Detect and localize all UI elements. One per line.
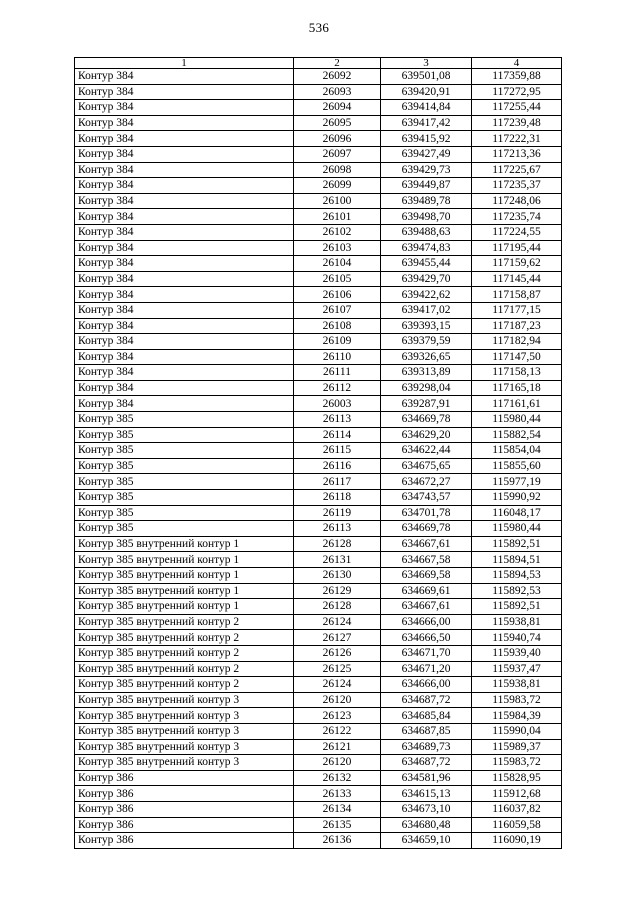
contour-name-cell: Контур 386 [75,770,294,786]
point-number-cell: 26100 [294,193,381,209]
table-row [75,162,562,178]
table-row [75,131,562,147]
point-number-cell: 26108 [294,318,381,334]
table-row [75,443,562,459]
x-coordinate-cell: 634743,57 [381,490,472,506]
table-row [75,723,562,739]
point-number-cell: 26116 [294,458,381,474]
contour-name-cell: Контур 385 внутренний контур 3 [75,692,294,708]
table-row [75,801,562,817]
y-coordinate-cell: 115937,47 [472,661,562,677]
x-coordinate-cell: 634685,84 [381,708,472,724]
y-coordinate-cell: 115980,44 [472,521,562,537]
table-row [75,614,562,630]
table-row [75,380,562,396]
header-col-1: 1 [75,58,294,69]
y-coordinate-cell: 115855,60 [472,458,562,474]
x-coordinate-cell: 634687,85 [381,723,472,739]
table-row [75,739,562,755]
contour-name-cell: Контур 384 [75,178,294,194]
point-number-cell: 26119 [294,505,381,521]
contour-name-cell: Контур 385 внутренний контур 3 [75,708,294,724]
table-row [75,755,562,771]
table-row [75,287,562,303]
contour-name-cell: Контур 385 [75,505,294,521]
y-coordinate-cell: 117225,67 [472,162,562,178]
table-row [75,115,562,131]
y-coordinate-cell: 115983,72 [472,692,562,708]
x-coordinate-cell: 634689,73 [381,739,472,755]
y-coordinate-cell: 115892,51 [472,536,562,552]
point-number-cell: 26124 [294,614,381,630]
point-number-cell: 26132 [294,770,381,786]
point-number-cell: 26125 [294,661,381,677]
contour-name-cell: Контур 385 [75,474,294,490]
x-coordinate-cell: 639489,78 [381,193,472,209]
y-coordinate-cell: 115989,37 [472,739,562,755]
table-row [75,193,562,209]
point-number-cell: 26094 [294,100,381,116]
point-number-cell: 26103 [294,240,381,256]
x-coordinate-cell: 639427,49 [381,146,472,162]
x-coordinate-cell: 634673,10 [381,801,472,817]
contour-name-cell: Контур 384 [75,69,294,85]
table-row [75,770,562,786]
point-number-cell: 26095 [294,115,381,131]
contour-name-cell: Контур 386 [75,833,294,849]
point-number-cell: 26101 [294,209,381,225]
y-coordinate-cell: 117272,95 [472,84,562,100]
x-coordinate-cell: 639501,08 [381,69,472,85]
x-coordinate-cell: 639422,62 [381,287,472,303]
table-row [75,677,562,693]
point-number-cell: 26121 [294,739,381,755]
y-coordinate-cell: 117195,44 [472,240,562,256]
contour-name-cell: Контур 385 внутренний контур 2 [75,677,294,693]
x-coordinate-cell: 639417,02 [381,302,472,318]
table-row [75,412,562,428]
x-coordinate-cell: 634666,50 [381,630,472,646]
contour-name-cell: Контур 384 [75,380,294,396]
point-number-cell: 26124 [294,677,381,693]
table-row [75,583,562,599]
table-row [75,349,562,365]
y-coordinate-cell: 115983,72 [472,755,562,771]
contour-name-cell: Контур 384 [75,256,294,272]
y-coordinate-cell: 117235,37 [472,178,562,194]
coordinates-table [74,57,562,849]
point-number-cell: 26128 [294,599,381,615]
y-coordinate-cell: 117147,50 [472,349,562,365]
y-coordinate-cell: 116090,19 [472,833,562,849]
table-row [75,786,562,802]
point-number-cell: 26122 [294,723,381,739]
y-coordinate-cell: 117177,15 [472,302,562,318]
y-coordinate-cell: 117359,88 [472,69,562,85]
y-coordinate-cell: 117159,62 [472,256,562,272]
point-number-cell: 26096 [294,131,381,147]
y-coordinate-cell: 115912,68 [472,786,562,802]
point-number-cell: 26127 [294,630,381,646]
point-number-cell: 26123 [294,708,381,724]
x-coordinate-cell: 634666,00 [381,677,472,693]
table-row [75,645,562,661]
y-coordinate-cell: 115938,81 [472,614,562,630]
y-coordinate-cell: 117145,44 [472,271,562,287]
point-number-cell: 26133 [294,786,381,802]
contour-name-cell: Контур 385 внутренний контур 1 [75,552,294,568]
x-coordinate-cell: 639313,89 [381,365,472,381]
table-row [75,334,562,350]
contour-name-cell: Контур 384 [75,287,294,303]
table-row [75,69,562,85]
contour-name-cell: Контур 385 внутренний контур 1 [75,583,294,599]
contour-name-cell: Контур 385 [75,490,294,506]
header-row [75,58,562,69]
x-coordinate-cell: 634581,96 [381,770,472,786]
table-row [75,692,562,708]
table-row [75,505,562,521]
x-coordinate-cell: 634687,72 [381,755,472,771]
table-row [75,271,562,287]
y-coordinate-cell: 116059,58 [472,817,562,833]
y-coordinate-cell: 115828,95 [472,770,562,786]
contour-name-cell: Контур 385 внутренний контур 1 [75,536,294,552]
point-number-cell: 26120 [294,755,381,771]
x-coordinate-cell: 634672,27 [381,474,472,490]
contour-name-cell: Контур 384 [75,100,294,116]
y-coordinate-cell: 115940,74 [472,630,562,646]
y-coordinate-cell: 115854,04 [472,443,562,459]
y-coordinate-cell: 117239,48 [472,115,562,131]
contour-name-cell: Контур 385 [75,412,294,428]
y-coordinate-cell: 117158,87 [472,287,562,303]
table-row [75,630,562,646]
y-coordinate-cell: 115894,51 [472,552,562,568]
contour-name-cell: Контур 384 [75,224,294,240]
y-coordinate-cell: 117224,55 [472,224,562,240]
point-number-cell: 26003 [294,396,381,412]
x-coordinate-cell: 639417,42 [381,115,472,131]
y-coordinate-cell: 117187,23 [472,318,562,334]
x-coordinate-cell: 639488,63 [381,224,472,240]
contour-name-cell: Контур 385 внутренний контур 3 [75,755,294,771]
contour-name-cell: Контур 384 [75,240,294,256]
point-number-cell: 26111 [294,365,381,381]
table-row [75,427,562,443]
point-number-cell: 26104 [294,256,381,272]
table-row [75,708,562,724]
contour-name-cell: Контур 386 [75,817,294,833]
contour-name-cell: Контур 385 [75,458,294,474]
y-coordinate-cell: 117235,74 [472,209,562,225]
table-row [75,84,562,100]
contour-name-cell: Контур 384 [75,334,294,350]
contour-name-cell: Контур 385 внутренний контур 3 [75,739,294,755]
y-coordinate-cell: 117158,13 [472,365,562,381]
contour-name-cell: Контур 384 [75,209,294,225]
point-number-cell: 26112 [294,380,381,396]
x-coordinate-cell: 639449,87 [381,178,472,194]
contour-name-cell: Контур 384 [75,302,294,318]
contour-name-cell: Контур 385 внутренний контур 1 [75,599,294,615]
y-coordinate-cell: 115990,92 [472,490,562,506]
y-coordinate-cell: 115939,40 [472,645,562,661]
y-coordinate-cell: 117182,94 [472,334,562,350]
x-coordinate-cell: 634687,72 [381,692,472,708]
table-row [75,536,562,552]
table-row [75,240,562,256]
x-coordinate-cell: 639379,59 [381,334,472,350]
table-row [75,365,562,381]
x-coordinate-cell: 639474,83 [381,240,472,256]
point-number-cell: 26109 [294,334,381,350]
contour-name-cell: Контур 384 [75,396,294,412]
contour-name-cell: Контур 384 [75,365,294,381]
header-col-2: 2 [294,58,381,69]
x-coordinate-cell: 639326,65 [381,349,472,365]
y-coordinate-cell: 117213,36 [472,146,562,162]
table-row [75,568,562,584]
y-coordinate-cell: 117165,18 [472,380,562,396]
table-row [75,474,562,490]
x-coordinate-cell: 639498,70 [381,209,472,225]
table-row [75,599,562,615]
x-coordinate-cell: 634629,20 [381,427,472,443]
y-coordinate-cell: 115882,54 [472,427,562,443]
x-coordinate-cell: 639415,92 [381,131,472,147]
y-coordinate-cell: 115892,53 [472,583,562,599]
page-number: 536 [308,20,330,35]
table-row [75,178,562,194]
contour-name-cell: Контур 385 [75,443,294,459]
header-col-3: 3 [381,58,472,69]
x-coordinate-cell: 639298,04 [381,380,472,396]
point-number-cell: 26098 [294,162,381,178]
x-coordinate-cell: 634701,78 [381,505,472,521]
x-coordinate-cell: 634659,10 [381,833,472,849]
table-row [75,396,562,412]
point-number-cell: 26102 [294,224,381,240]
contour-name-cell: Контур 384 [75,162,294,178]
contour-name-cell: Контур 384 [75,146,294,162]
point-number-cell: 26114 [294,427,381,443]
table-row [75,318,562,334]
table-row [75,458,562,474]
table-row [75,256,562,272]
table-body [75,69,562,849]
x-coordinate-cell: 639429,73 [381,162,472,178]
contour-name-cell: Контур 385 внутренний контур 2 [75,614,294,630]
table-row [75,302,562,318]
x-coordinate-cell: 639393,15 [381,318,472,334]
point-number-cell: 26105 [294,271,381,287]
point-number-cell: 26093 [294,84,381,100]
point-number-cell: 26131 [294,552,381,568]
point-number-cell: 26126 [294,645,381,661]
point-number-cell: 26134 [294,801,381,817]
table-row [75,100,562,116]
y-coordinate-cell: 115980,44 [472,412,562,428]
point-number-cell: 26120 [294,692,381,708]
x-coordinate-cell: 634680,48 [381,817,472,833]
x-coordinate-cell: 634667,61 [381,536,472,552]
point-number-cell: 26113 [294,412,381,428]
y-coordinate-cell: 116048,17 [472,505,562,521]
point-number-cell: 26118 [294,490,381,506]
x-coordinate-cell: 634622,44 [381,443,472,459]
y-coordinate-cell: 115892,51 [472,599,562,615]
y-coordinate-cell: 115938,81 [472,677,562,693]
point-number-cell: 26107 [294,302,381,318]
x-coordinate-cell: 639429,70 [381,271,472,287]
y-coordinate-cell: 115977,19 [472,474,562,490]
contour-name-cell: Контур 385 внутренний контур 1 [75,568,294,584]
table-row [75,146,562,162]
point-number-cell: 26106 [294,287,381,303]
y-coordinate-cell: 115984,39 [472,708,562,724]
x-coordinate-cell: 634675,65 [381,458,472,474]
x-coordinate-cell: 634669,61 [381,583,472,599]
contour-name-cell: Контур 384 [75,84,294,100]
contour-name-cell: Контур 385 внутренний контур 3 [75,723,294,739]
contour-name-cell: Контур 384 [75,115,294,131]
y-coordinate-cell: 115990,04 [472,723,562,739]
contour-name-cell: Контур 385 [75,427,294,443]
table-row [75,490,562,506]
y-coordinate-cell: 117255,44 [472,100,562,116]
x-coordinate-cell: 634667,58 [381,552,472,568]
x-coordinate-cell: 639455,44 [381,256,472,272]
contour-name-cell: Контур 385 [75,521,294,537]
table-row [75,552,562,568]
x-coordinate-cell: 639287,91 [381,396,472,412]
y-coordinate-cell: 117248,06 [472,193,562,209]
contour-name-cell: Контур 386 [75,786,294,802]
contour-name-cell: Контур 385 внутренний контур 2 [75,645,294,661]
point-number-cell: 26117 [294,474,381,490]
point-number-cell: 26130 [294,568,381,584]
x-coordinate-cell: 634669,78 [381,412,472,428]
table-row [75,209,562,225]
point-number-cell: 26115 [294,443,381,459]
table-row [75,661,562,677]
x-coordinate-cell: 634667,61 [381,599,472,615]
point-number-cell: 26113 [294,521,381,537]
y-coordinate-cell: 116037,82 [472,801,562,817]
y-coordinate-cell: 117161,61 [472,396,562,412]
contour-name-cell: Контур 386 [75,801,294,817]
point-number-cell: 26092 [294,69,381,85]
y-coordinate-cell: 115894,53 [472,568,562,584]
x-coordinate-cell: 634666,00 [381,614,472,630]
x-coordinate-cell: 639420,91 [381,84,472,100]
x-coordinate-cell: 639414,84 [381,100,472,116]
point-number-cell: 26128 [294,536,381,552]
table-row [75,817,562,833]
contour-name-cell: Контур 384 [75,349,294,365]
contour-name-cell: Контур 385 внутренний контур 2 [75,630,294,646]
table-row [75,833,562,849]
x-coordinate-cell: 634615,13 [381,786,472,802]
contour-name-cell: Контур 384 [75,318,294,334]
point-number-cell: 26135 [294,817,381,833]
contour-name-cell: Контур 385 внутренний контур 2 [75,661,294,677]
point-number-cell: 26136 [294,833,381,849]
point-number-cell: 26129 [294,583,381,599]
x-coordinate-cell: 634669,58 [381,568,472,584]
point-number-cell: 26110 [294,349,381,365]
table-row [75,224,562,240]
point-number-cell: 26099 [294,178,381,194]
x-coordinate-cell: 634671,20 [381,661,472,677]
contour-name-cell: Контур 384 [75,193,294,209]
table-row [75,521,562,537]
point-number-cell: 26097 [294,146,381,162]
y-coordinate-cell: 117222,31 [472,131,562,147]
header-col-4: 4 [472,58,562,69]
x-coordinate-cell: 634671,70 [381,645,472,661]
contour-name-cell: Контур 384 [75,131,294,147]
contour-name-cell: Контур 384 [75,271,294,287]
x-coordinate-cell: 634669,78 [381,521,472,537]
